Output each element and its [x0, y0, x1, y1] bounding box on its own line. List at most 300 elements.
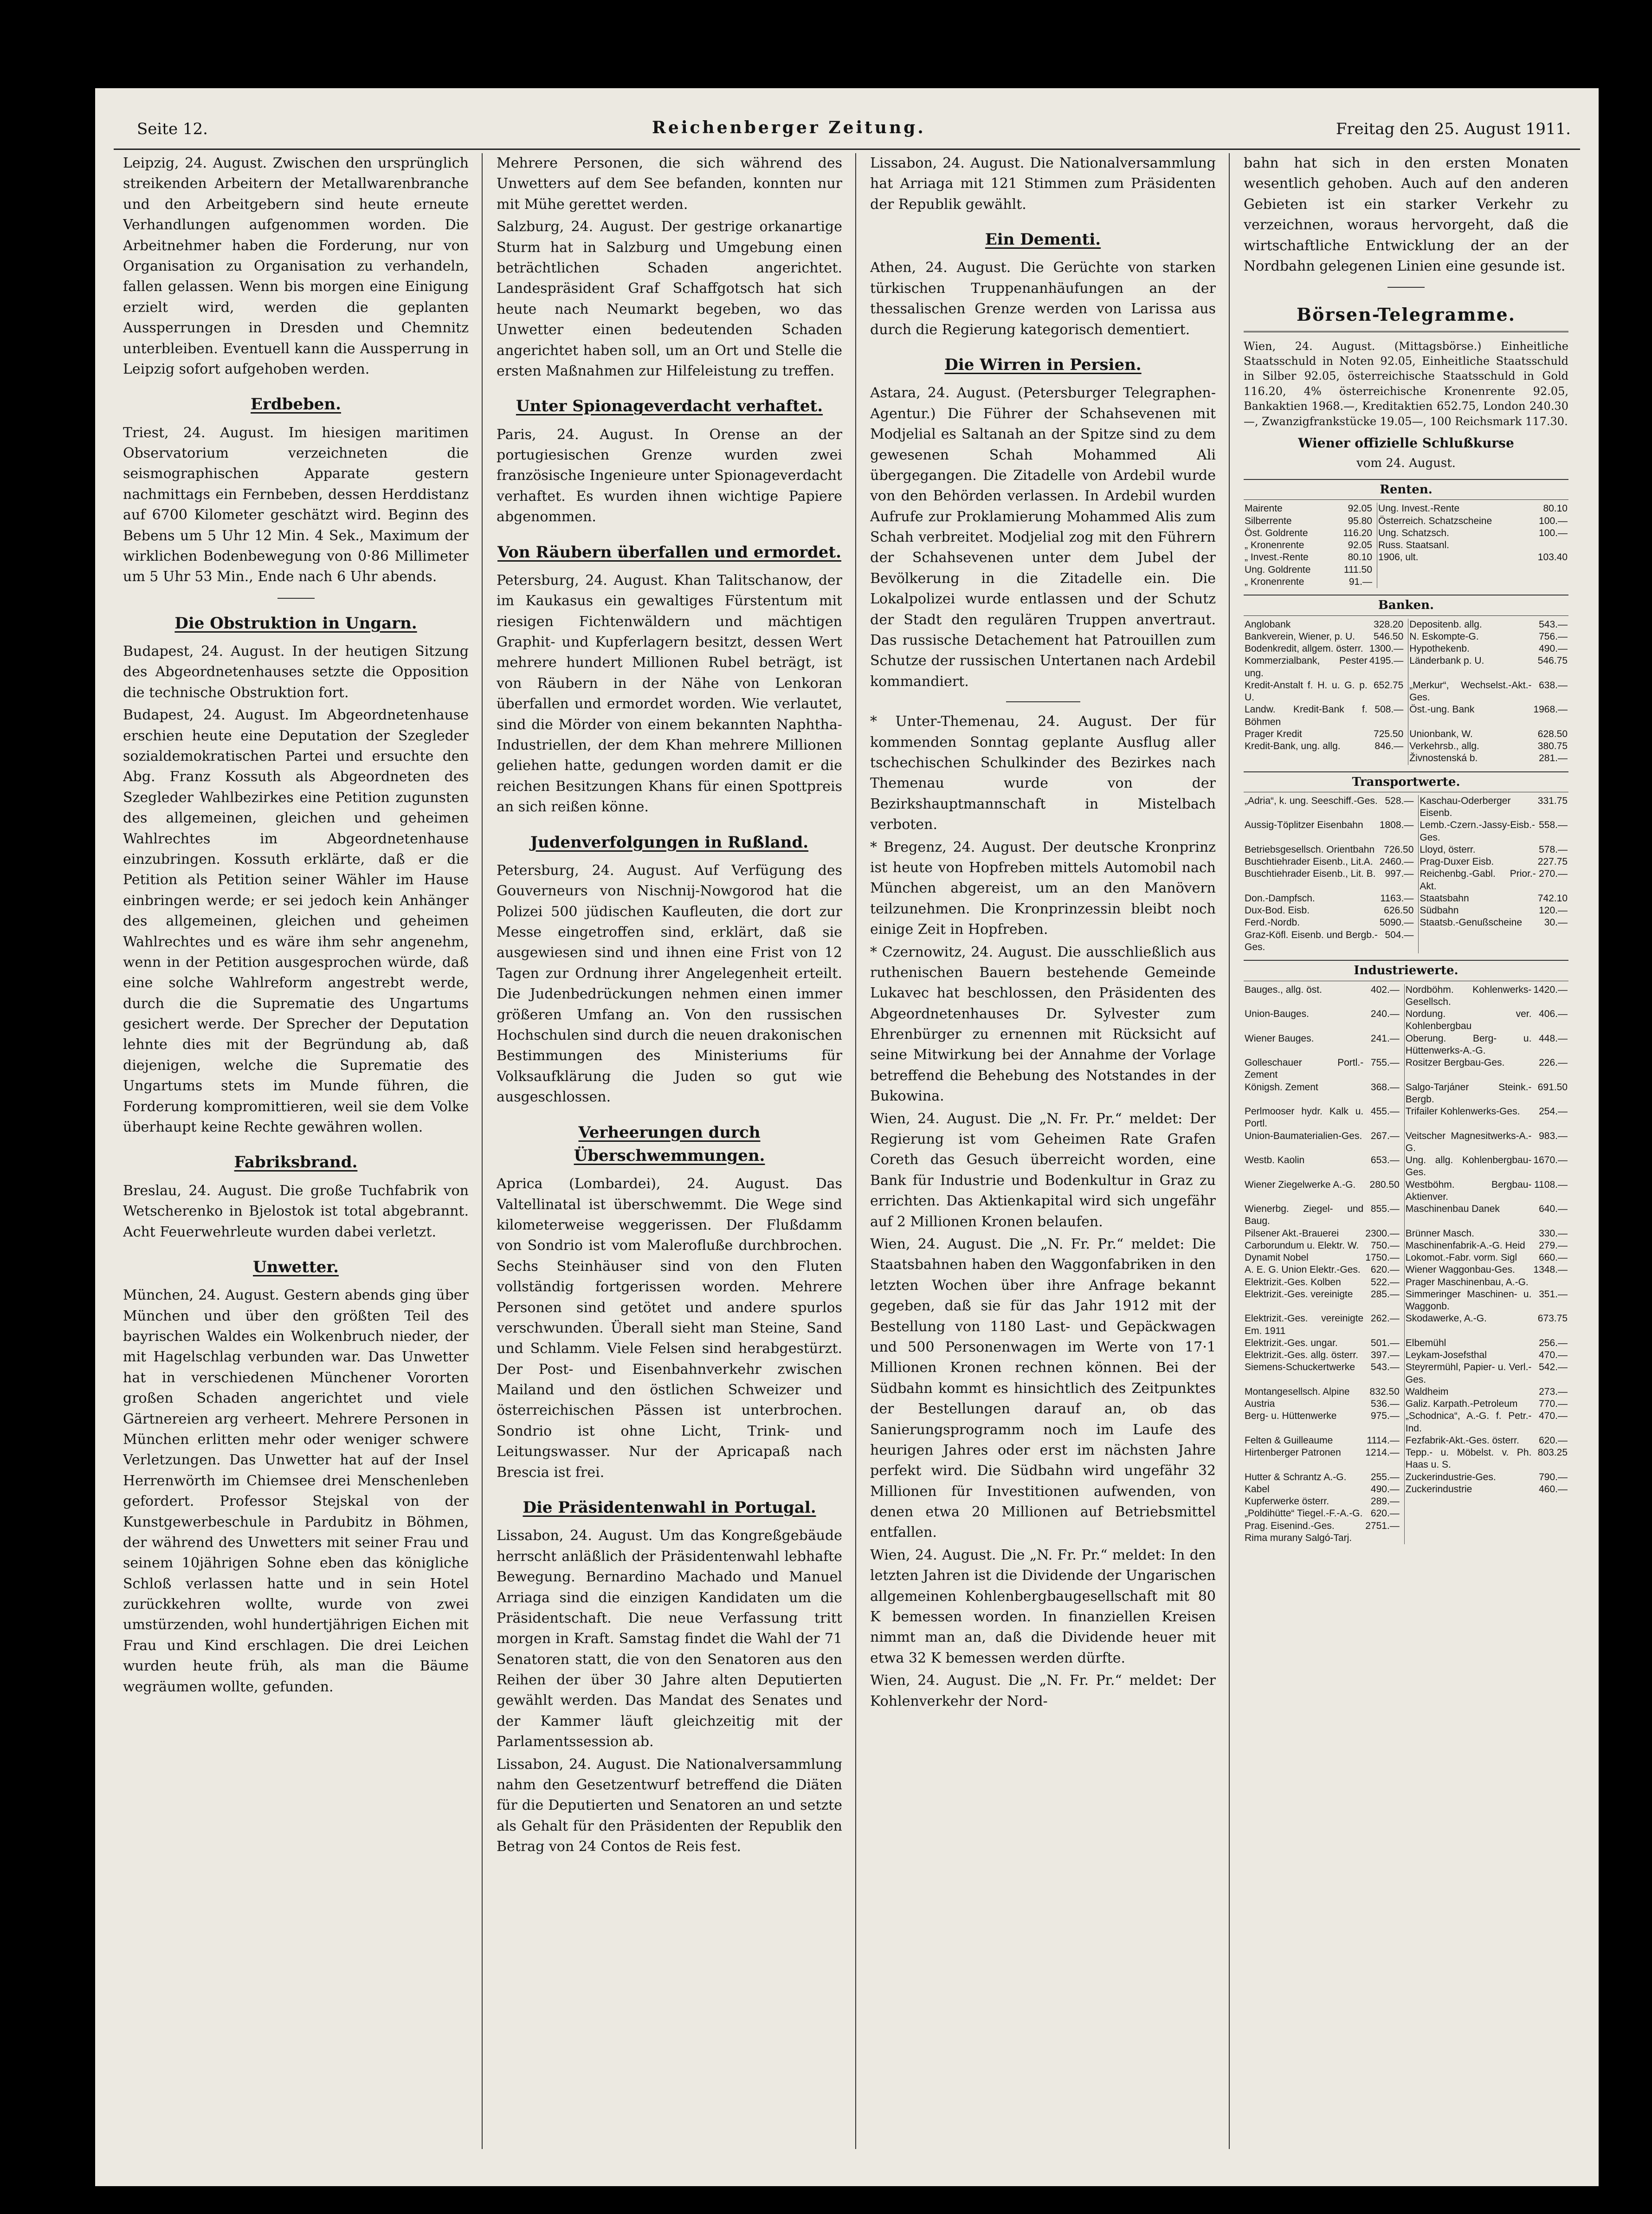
- heading-raeuber: Von Räubern überfallen und ermordet.: [497, 543, 841, 562]
- table-row: [1244, 844, 1568, 856]
- security-value: 660.—: [1539, 1252, 1568, 1263]
- security-name: [1419, 929, 1537, 954]
- security-value: 1750.—: [1364, 1252, 1404, 1264]
- security-name: [1404, 1495, 1532, 1508]
- heading-obstruktion: Die Obstruktion in Ungarn.: [174, 614, 417, 633]
- security-value: [1532, 1508, 1568, 1520]
- table-row: [1244, 1008, 1568, 1033]
- security-name: Wienerbg. Ziegel- und Baug.: [1245, 1204, 1364, 1227]
- table-row: [1244, 1349, 1568, 1361]
- table-row: [1244, 1471, 1568, 1483]
- security-value: 256.—: [1539, 1337, 1568, 1348]
- table-row: [1244, 1483, 1568, 1495]
- table-row: [1244, 929, 1568, 954]
- security-name: Carborundum u. Elektr. W.: [1245, 1240, 1359, 1251]
- security-value: 2460.—: [1379, 856, 1419, 868]
- security-value: 975.—: [1364, 1410, 1404, 1435]
- security-name: Dux-Bod. Eisb.: [1245, 905, 1310, 916]
- article-triest: Triest, 24. August. Im hiesigen maritimen Observatorium verzeichneten die seismographischen Apparate gestern nachmittags ein Fernbeben, dessen Herddistanz auf 6700 Kilometer geschätzt wird. Beginn des Bebens um 5 Uhr 12 Min. 4 Sek., Maximum der wirklichen Bodenbewegung von 0·86 Millimeter um 5 Uhr 53 Min., Ende nach 6 Uhr abends.: [123, 424, 469, 585]
- table-transportwerte: [1244, 795, 1568, 953]
- security-name: „ Kronenrente: [1245, 540, 1304, 551]
- security-name: Königsh. Zement: [1245, 1081, 1318, 1093]
- security-name: Südbahn: [1420, 905, 1459, 916]
- article-lissabon-3: Lissabon, 24. August. Die Nationalversammlung hat Arriaga mit 121 Stimmen zum Präsidenten der Republik gewählt.: [870, 155, 1216, 213]
- article-muenchen: München, 24. August. Gestern abends ging über München und über den größten Teil des bayrischen Waldes ein Wolkenbruch nieder, der mit Hagelschlag verbunden war. Das Unwetter hat in verschiedenen Münchener Vororten großen Schaden angerichtet und viele Gärtnereien arg verheert. Mehrere Personen in München erlitten mehr oder weniger schwere Verletzungen. Das Unwetter hat auf der Insel Herrenwörth im Chiemsee drei Menschenleben gefordert. Professor Stejskal von der Kunstgewerbeschule in Pardubitz in Böhmen, der während des Unwetters mit seiner Frau und seinem 10jährigen Sohne eben das königliche Schloß verlassen hatte und in sein Hotel zurückkehren wollte, wurde von zwei umstürzenden, wohl hundertjährigen Eichen mit Frau und Kind erschlagen. Die drei Leichen wurden heute früh, als man die Bäume wegräumen wollte, gefunden.: [123, 1287, 469, 1695]
- security-name: Graz-Köfl. Eisenb. und Bergb.-Ges.: [1245, 929, 1378, 952]
- security-name: Verkehrsb., allg.: [1409, 741, 1479, 752]
- security-value: 673.75: [1537, 1313, 1568, 1324]
- security-name: Reichenbg.-Gabl. Prior.-Akt.: [1420, 868, 1536, 892]
- security-value: 653.—: [1364, 1154, 1404, 1179]
- security-value: 92.05: [1332, 503, 1377, 515]
- newspaper-page: [95, 88, 1599, 2186]
- security-value: 448.—: [1539, 1033, 1568, 1044]
- security-value: 380.75: [1537, 741, 1568, 752]
- column-1: [123, 153, 469, 2172]
- table-row: [1244, 1033, 1568, 1057]
- security-value: 240.—: [1364, 1008, 1404, 1033]
- security-name: „Schodnica“, A.-G. f. Petr.-Ind.: [1405, 1411, 1532, 1434]
- security-value: 226.—: [1539, 1057, 1568, 1068]
- security-value: 2300.—: [1364, 1228, 1404, 1240]
- security-value: 770.—: [1539, 1398, 1568, 1410]
- security-name: Don.-Dampfsch.: [1245, 893, 1315, 904]
- article-astara: Astara, 24. August. (Petersburger Telegraphen-Agentur.) Die Führer der Schahsevenen mit Modjelial es Saltanah an der Spitze sind zu dem gewesenen Schah Mohammed Ali übergegangen. Die Zitadelle von Ardebil wurde von den Behörden verlassen. In Ardebil wurden Aufrufe zur Proklamierung Mohammed Alis zum Schah verbreitet. Modjelial zog mit den Führern der Schahsevenen unter dem Jubel der Bevölkerung in die Zitadelle ein. Die Lokalpolizei wurde entlassen und der Schutz der Stadt den regulären Truppen anvertraut. Das russische Detachement hat Patrouillen zum Schutze der russischen Untertanen nach Ardebil kommandiert.: [870, 385, 1216, 690]
- table-row: [1244, 539, 1568, 551]
- security-value: 80.10: [1332, 551, 1377, 563]
- heading-praesidentenwahl: Die Präsidentenwahl in Portugal.: [523, 1498, 816, 1517]
- article-aprica: Aprica (Lombardei), 24. August. Das Valtellinatal ist überschwemmt. Die Wege sind kilometerweise weggerissen. Der Flußdamm von Sondrio ist vom Malerofluße durchbrochen. Sechs Steinhäuser sind von den Fluten vollständig fortgerissen worden. Mehrere Personen sind getötet und andere spurlos verschwunden. Überall sieht man Steine, Sand und Schlamm. Viele Felsen sind herabgestürzt. Der Post- und Eisenbahnverkehr zwischen Mailand und den östlichen Schweizer und österreichischen Pässen ist unterbrochen. Sondrio ist ohne Licht, Trink- und Leitungswasser. Nur der Apricapaß nach Brescia ist frei.: [497, 1176, 842, 1481]
- security-name: „Poldihütte“ Tiegel.-F.-A.-G.: [1245, 1508, 1363, 1519]
- security-value: 528.—: [1379, 795, 1419, 820]
- security-value: 1163.—: [1379, 893, 1419, 905]
- table-row: [1244, 704, 1568, 728]
- security-name: Ung. Goldrente: [1245, 564, 1311, 575]
- table-row: [1244, 1313, 1568, 1337]
- security-value: 111.50: [1332, 564, 1377, 576]
- table-row: [1244, 1264, 1568, 1276]
- table-row: [1244, 619, 1568, 631]
- table-row: [1244, 1520, 1568, 1532]
- security-value: 273.—: [1539, 1386, 1568, 1397]
- security-name: Mairente: [1245, 503, 1283, 514]
- security-value: 368.—: [1364, 1081, 1404, 1106]
- security-value: 92.05: [1332, 539, 1377, 551]
- security-value: 640.—: [1539, 1204, 1568, 1215]
- security-name: Betriebsgesellsch. Orientbahn: [1245, 844, 1375, 855]
- security-name: Staatsb.-Genußscheine: [1420, 917, 1522, 928]
- separator: [277, 598, 315, 599]
- table-row: [1244, 1508, 1568, 1520]
- security-name: Prag-Duxer Eisb.: [1420, 856, 1494, 867]
- table-row: [1244, 868, 1568, 893]
- security-name: Dynamit Nobel: [1245, 1252, 1309, 1263]
- security-name: Brünner Masch.: [1405, 1228, 1475, 1239]
- security-name: Salgo-Tarjáner Steink.-Bergb.: [1405, 1081, 1532, 1105]
- article-budapest-1: Budapest, 24. August. In der heutigen Sitzung des Abgeordnetenhauses setzte die Opposition die technische Obstruktion fort.: [123, 643, 469, 701]
- security-value: 331.75: [1537, 795, 1568, 806]
- heading-renten: Renten.: [1244, 479, 1568, 500]
- security-value: 1670.—: [1533, 1155, 1568, 1166]
- table-row: [1244, 905, 1568, 917]
- security-name: Landw. Kredit-Bank f. Böhmen: [1245, 704, 1368, 727]
- table-row: [1244, 893, 1568, 905]
- security-value: 351.—: [1539, 1288, 1568, 1300]
- security-value: 490.—: [1539, 643, 1568, 654]
- security-name: [1404, 1532, 1532, 1544]
- security-name: Bodenkredit, allgem. österr.: [1245, 643, 1363, 654]
- article-lissabon-2: Lissabon, 24. August. Die Nationalversammlung nahm den Gesetzentwurf betreffend die Diäten für die Deputierten und Senatoren an und setzte als Gehalt für den Präsidenten der Republik den Betrag von 24 Contos de Reis fest.: [497, 1756, 842, 1855]
- security-name: Golleschauer Portl.-Zement: [1245, 1057, 1364, 1081]
- heading-erdbeben: Erdbeben.: [251, 395, 341, 414]
- security-value: 470.—: [1539, 1350, 1568, 1361]
- table-row: [1244, 643, 1568, 655]
- table-row: [1244, 1203, 1568, 1228]
- table-row: [1244, 752, 1568, 764]
- security-name: Prag. Eisenind.-Ges.: [1245, 1520, 1335, 1531]
- security-value: 280.50: [1364, 1179, 1404, 1204]
- column-2: [497, 153, 842, 2172]
- security-name: Trifailer Kohlenwerks-Ges.: [1405, 1106, 1520, 1117]
- security-value: 620.—: [1539, 1435, 1568, 1446]
- security-value: 558.—: [1539, 820, 1568, 831]
- security-value: 279.—: [1539, 1240, 1568, 1251]
- separator: [1387, 287, 1425, 288]
- table-row: [1244, 631, 1568, 643]
- heading-spionage: Unter Spionageverdacht verhaftet.: [516, 397, 823, 416]
- security-name: Pilsener Akt.-Brauerei: [1245, 1228, 1339, 1239]
- article-wien-boerse: Wien, 24. August. (Mittagsbörse.) Einheitliche Staatsschuld in Noten 92.05, Einheitliche Staatsschuld in Silber 92.05, österreichische Staatsschuld in Gold 116.20, 4% österreichische Kronenrente 92.05, Bankaktien 1968.—, Kreditaktien 652.75, London 240.30—, Zwanzigfrankstücke 19.05—, 100 Reichsmark 117.30.: [1244, 339, 1568, 428]
- article-petersburg-2: Petersburg, 24. August. Auf Verfügung des Gouverneurs von Nischnij-Nowgorod hat die Polizei 500 jüdischen Kaufleuten, die dort zur Messe eingetroffen sind, erklärt, daß sie ausgewiesen sind und ihnen eine Frist von 12 Tagen zur Ordnung ihrer Angelegenheit erteilt. Die Judenbedrückungen nehmen einen immer größeren Umfang an. Von den russischen Hochschulen sind durch die neuen drakonischen Bestimmungen des Ministeriums für Volksaufklärung die Juden so gut wie ausgeschlossen.: [497, 862, 842, 1106]
- security-value: 536.—: [1364, 1398, 1404, 1410]
- article-budapest-2: Budapest, 24. August. Im Abgeordnetenhause erschien heute eine Deputation der Szegleder sozialdemokratischen Partei und ersuchte den Abg. Franz Kossuth als Abgeordneten des Szegleder Wahlbezirkes eine Petition zugunsten des allgemeinen, gleichen und geheimen Wahlrechtes im Abgeordnetenhause einzubringen. Kossuth erklärte, daß er die Petition als Petition seiner Wähler im Hause einbringen werde; er sei jedoch kein Anhänger des allgemeinen, gleichen und geheimen Wahlrechtes und es wäre ihm sehr angenehm, wenn in der Petition ausgesprochen würde, daß eine solche Wahlreform angestrebt werde, durch die die Suprematie des Ungartums gesichert werde. Der Sprecher der Deputation lehnte dies mit der Begründung ab, daß diejenigen, welche die Suprematie des Ungartums stets im Munde führen, die Forderung kompromittieren, weil sie dem Volke überhaupt keine Rechte gewähren wollen.: [123, 707, 469, 1136]
- security-name: Bankverein, Wiener, p. U.: [1245, 631, 1355, 642]
- security-value: 490.—: [1364, 1483, 1404, 1495]
- security-name: Anglobank: [1245, 619, 1291, 630]
- security-value: 855.—: [1364, 1203, 1404, 1228]
- security-name: Wiener Ziegelwerke A.-G.: [1245, 1179, 1356, 1190]
- security-value: [1527, 564, 1568, 576]
- security-name: Buschtiehrader Eisenb., Lit. B.: [1245, 868, 1376, 880]
- article-wien-4: Wien, 24. August. Die „N. Fr. Pr.“ meldet: Der Kohlenverkehr der Nord-: [870, 1672, 1216, 1709]
- security-name: N. Eskompte-G.: [1409, 631, 1479, 642]
- security-value: 691.50: [1537, 1081, 1568, 1093]
- security-value: 742.10: [1537, 893, 1568, 904]
- security-name: Galiz. Karpath.-Petroleum: [1405, 1398, 1518, 1410]
- separator: [1006, 701, 1080, 702]
- security-value: [1368, 752, 1408, 764]
- security-value: 455.—: [1364, 1106, 1404, 1130]
- security-name: Maschinenbau Danek: [1405, 1204, 1500, 1215]
- table-row: [1244, 503, 1568, 515]
- security-name: Kredit-Anstalt f. H. u. G. p. U.: [1245, 680, 1368, 703]
- security-name: Rima murany Salgó-Tarj.: [1245, 1532, 1352, 1543]
- security-name: Österreich. Schatzscheine: [1378, 515, 1492, 526]
- heading-fabriksbrand: Fabriksbrand.: [234, 1153, 358, 1172]
- table-row: [1244, 1276, 1568, 1288]
- article-bregenz: * Bregenz, 24. August. Der deutsche Kronprinz ist heute von Hopfreben mittels Automobil nach München abgereist, um an den Manövern teilzunehmen. Die Kronprinzessin bleibt noch einige Zeit in Hopfreben.: [870, 839, 1216, 938]
- table-row: [1244, 576, 1568, 588]
- security-name: Aussig-Töplitzer Eisenbahn: [1245, 820, 1363, 831]
- table-row: [1244, 564, 1568, 576]
- security-value: 4195.—: [1368, 655, 1408, 680]
- security-value: 120.—: [1539, 905, 1568, 916]
- security-name: Lemb.-Czern.-Jassy-Eisb.-Ges.: [1420, 820, 1535, 843]
- table-row: [1244, 1361, 1568, 1386]
- security-name: Union-Baumaterialien-Ges.: [1245, 1130, 1362, 1141]
- security-name: Veitscher Magnesitwerks-A.-G.: [1405, 1130, 1532, 1153]
- security-value: 1300.—: [1368, 643, 1408, 655]
- security-value: 1808.—: [1379, 819, 1419, 844]
- security-value: [1532, 1495, 1568, 1508]
- security-name: Berg- u. Hüttenwerke: [1245, 1411, 1337, 1422]
- security-value: [1527, 539, 1568, 551]
- security-value: 100.—: [1539, 515, 1568, 526]
- newspaper-title: Reichenberger Zeitung.: [652, 118, 926, 137]
- security-value: 255.—: [1364, 1471, 1404, 1483]
- security-value: 750.—: [1364, 1240, 1404, 1252]
- security-value: 546.50: [1368, 631, 1408, 643]
- column-3: [870, 153, 1216, 2172]
- heading-dementi: Ein Dementi.: [985, 230, 1101, 249]
- table-renten: [1244, 503, 1568, 588]
- security-name: Ung. Invest.-Rente: [1378, 503, 1460, 514]
- security-name: Wiener Bauges.: [1245, 1033, 1314, 1044]
- table-row: [1244, 856, 1568, 868]
- security-value: 30.—: [1544, 917, 1568, 928]
- security-name: Živnostenská b.: [1409, 753, 1478, 764]
- article-paris: Paris, 24. August. In Orense an der portugiesischen Grenze wurden zwei französische Ingenieure unter Spionageverdacht verhaftet. Es wurden ihnen wichtige Papiere abgenommen.: [497, 426, 842, 525]
- security-value: 330.—: [1539, 1228, 1568, 1239]
- security-name: Prager Maschinenbau, A.-G.: [1405, 1276, 1529, 1288]
- security-name: Elbemühl: [1405, 1337, 1446, 1348]
- table-row: [1244, 1154, 1568, 1179]
- security-name: [1377, 576, 1528, 588]
- security-value: 267.—: [1364, 1130, 1404, 1155]
- security-name: Perlmooser hydr. Kalk u. Portl.: [1245, 1106, 1364, 1129]
- security-name: Union-Bauges.: [1245, 1009, 1309, 1020]
- heading-industriewerte: Industriewerte.: [1244, 960, 1568, 981]
- heading-schlusskurse: Wiener offizielle Schlußkurse: [1298, 435, 1514, 451]
- security-value: 501.—: [1364, 1337, 1404, 1349]
- security-name: Kredit-Bank, ung. allg.: [1245, 741, 1341, 752]
- table-row: [1244, 655, 1568, 680]
- security-name: Oberung. Berg- u. Hüttenwerks-A.-G.: [1405, 1033, 1532, 1056]
- article-muenchen-cont: Mehrere Personen, die sich während des Unwetters auf dem See befanden, konnten nur mit Mühe gerettet werden.: [497, 155, 842, 213]
- article-nordbahn-cont: bahn hat sich in den ersten Monaten wesentlich gehoben. Auch auf den anderen Gebieten ist ein starker Verkehr zu verzeichnen, woraus hervorgeht, daß die wirtschaftliche Entwicklung der an der Nordbahn gelegenen Linien eine gesunde ist.: [1244, 155, 1568, 274]
- security-name: Hirtenberger Patronen: [1245, 1447, 1341, 1458]
- security-value: 543.—: [1539, 619, 1568, 630]
- table-row: [1244, 1106, 1568, 1130]
- security-name: Ung. allg. Kohlenbergbau-Ges.: [1405, 1155, 1532, 1178]
- security-name: Waldheim: [1405, 1386, 1449, 1397]
- column-rule: [1229, 153, 1230, 2149]
- table-row: [1244, 1288, 1568, 1313]
- article-wien-3: Wien, 24. August. Die „N. Fr. Pr.“ meldet: In den letzten Jahren ist die Dividende der Ungarischen allgemeinen Kohlenbergbaugesellschaft mit 80 K bemessen worden. In finanziellen Kreisen nimmt man an, daß die Dividende heuer mit etwa 32 K bemessen werden dürfte.: [870, 1547, 1216, 1666]
- column-rule: [482, 153, 483, 2149]
- article-athen: Athen, 24. August. Die Gerüchte von starken türkischen Truppenanhäufungen an der thessalischen Grenze werden von Larissa aus durch die Regierung kategorisch dementiert.: [870, 259, 1216, 338]
- security-value: 846.—: [1368, 740, 1408, 752]
- security-name: [1244, 752, 1368, 764]
- security-name: Kupferwerke österr.: [1245, 1496, 1329, 1507]
- security-value: 5090.—: [1379, 917, 1419, 929]
- security-value: 803.25: [1537, 1447, 1568, 1458]
- security-value: 285.—: [1364, 1288, 1404, 1313]
- security-name: Steyrermühl, Papier- u. Verl.-Ges.: [1405, 1362, 1532, 1385]
- security-value: 406.—: [1539, 1009, 1568, 1020]
- security-value: 1214.—: [1364, 1447, 1404, 1471]
- security-name: Rositzer Bergbau-Ges.: [1405, 1057, 1505, 1068]
- security-name: Maschinenfabrik-A.-G. Heid: [1405, 1240, 1525, 1251]
- heading-transportwerte: Transportwerte.: [1244, 771, 1568, 792]
- table-row: [1244, 515, 1568, 527]
- table-row: [1244, 1532, 1568, 1544]
- security-name: Kaschau-Oderberger Eisenb.: [1420, 795, 1511, 819]
- security-name: Tepp.- u. Möbelst. v. Ph. Haas u. S.: [1405, 1447, 1532, 1470]
- article-breslau: Breslau, 24. August. Die große Tuchfabrik von Wetscherenko in Bjelostok ist total abgebrannt. Acht Feuerwehrleute wurden dabei verletzt.: [123, 1182, 469, 1240]
- table-row: [1244, 1228, 1568, 1240]
- security-name: Elektrizit.-Ges. Kolben: [1245, 1276, 1341, 1288]
- page-number: Seite 12.: [137, 120, 208, 138]
- security-name: Staatsbahn: [1420, 893, 1469, 904]
- security-name: 1906, ult.: [1378, 552, 1419, 563]
- security-value: [1537, 929, 1568, 954]
- security-name: Nordung. ver. Kohlenbergbau: [1405, 1009, 1532, 1032]
- security-name: Buschtiehrader Eisenb., Lit.A.: [1245, 856, 1373, 867]
- table-row: [1244, 1252, 1568, 1264]
- security-value: 638.—: [1539, 680, 1568, 691]
- security-name: [1404, 1508, 1532, 1520]
- security-value: 289.—: [1364, 1495, 1404, 1508]
- table-row: [1244, 1398, 1568, 1410]
- heading-verheerungen: Verheerungen durch Überschwemmungen.: [574, 1123, 765, 1165]
- heading-boersen-telegramme: Börsen-Telegramme.: [1244, 302, 1568, 332]
- security-name: Lokomot.-Fabr. vorm. Sigl: [1405, 1252, 1517, 1263]
- security-name: Hutter & Schrantz A.-G.: [1245, 1471, 1347, 1482]
- security-value: 508.—: [1368, 704, 1408, 728]
- table-row: [1244, 1495, 1568, 1508]
- security-name: Depositenb. allg.: [1409, 619, 1482, 630]
- security-value: [1364, 1532, 1404, 1544]
- security-value: 997.—: [1379, 868, 1419, 893]
- table-row: [1244, 1410, 1568, 1435]
- security-name: Elektrizit.-Ges. allg. österr.: [1245, 1350, 1359, 1361]
- table-row: [1244, 680, 1568, 704]
- security-value: 91.—: [1332, 576, 1377, 588]
- heading-banken: Banken.: [1244, 595, 1568, 615]
- table-row: [1244, 917, 1568, 929]
- issue-date: Freitag den 25. August 1911.: [1336, 120, 1571, 138]
- security-name: Kommerzialbank, Pester ung.: [1245, 655, 1368, 679]
- article-petersburg: Petersburg, 24. August. Khan Talitschanow, der im Kaukasus ein gewaltiges Fürstentum mit riesigen Fichtenwäldern und mächtigen Graphit- und Kupferlagern besitzt, dessen Wert mehrere hundert Millionen Rubel beträgt, ist von Räubern in der Nähe von Lenkoran überfallen und ermordet worden. Wie verlautet, sind die Mörder von einem bekannten Naphtha-Industriellen, der dem Khan mehrere Millionen geliehen hatte, gedungen worden damit er die reichen Besitzungen Khans für einen Spottpreis an sich reißen könne.: [497, 572, 842, 816]
- table-row: [1244, 1435, 1568, 1447]
- security-name: Bauges., allg. öst.: [1245, 984, 1322, 995]
- security-value: 116.20: [1332, 527, 1377, 539]
- table-row: [1244, 1337, 1568, 1349]
- security-name: „Adria“, k. ung. Seeschiff.-Ges.: [1245, 795, 1378, 806]
- security-name: Siemens-Schuckertwerke: [1245, 1362, 1355, 1373]
- security-value: 620.—: [1364, 1508, 1404, 1520]
- article-wien-2: Wien, 24. August. Die „N. Fr. Pr.“ meldet: Die Staatsbahnen haben den Waggonfabriken in den letzten Wochen über ihre Anfrage bekannt gegeben, daß sie für das Jahr 1912 mit der Bestellung von 1180 Last- und Gepäckwagen und 500 Personenwagen im Werte von 17·1 Millionen Kronen rechnen können. Bei der Südbahn kommt es hinsichtlich des Zeitpunktes der Bestellungen darauf an, ob das Sanierungsprogramm noch im Laufe des heurigen Jahres oder erst im nächsten Jahre perfekt wird. Die Südbahn wird ungefähr 32 Millionen für Investitionen aufwenden, von denen etwa 20 Millionen auf Betriebsmittel entfallen.: [870, 1236, 1216, 1541]
- security-value: 626.50: [1379, 905, 1419, 917]
- security-name: Simmeringer Maschinen- u. Waggonb.: [1405, 1288, 1532, 1312]
- security-value: 103.40: [1537, 552, 1568, 563]
- security-name: „Merkur“, Wechselst.-Akt.-Ges.: [1409, 680, 1532, 703]
- security-value: 504.—: [1379, 929, 1419, 954]
- security-value: 543.—: [1364, 1361, 1404, 1386]
- security-name: Prager Kredit: [1245, 728, 1302, 739]
- security-value: 227.75: [1537, 856, 1568, 867]
- security-name: [1377, 564, 1528, 576]
- column-rule: [855, 153, 856, 2149]
- security-value: 755.—: [1364, 1057, 1404, 1081]
- table-banken: [1244, 619, 1568, 765]
- table-row: [1244, 740, 1568, 752]
- table-row: [1244, 728, 1568, 740]
- table-row: [1244, 1130, 1568, 1155]
- security-value: 832.50: [1364, 1386, 1404, 1398]
- security-name: Zuckerindustrie: [1405, 1483, 1472, 1495]
- article-czernowitz: * Czernowitz, 24. August. Die ausschließlich aus ruthenischen Bauern bestehende Gemeinde Lukavec hat beschlossen, den Präsidenten des Abgeordnetenhauses Dr. Sylvester zum Ehrenbürger zu ernennen mit Rücksicht auf seine Mitwirkung bei der Annahme der Vorlage betreffend die Behebung des Notstandes in der Bukowina.: [870, 944, 1216, 1105]
- security-name: Hypothekenb.: [1409, 643, 1470, 654]
- security-value: 756.—: [1539, 631, 1568, 642]
- table-row: [1244, 527, 1568, 539]
- heading-persien: Die Wirren in Persien.: [944, 356, 1142, 375]
- security-value: 1420.—: [1533, 984, 1568, 995]
- security-value: 95.80: [1332, 515, 1377, 527]
- security-value: 652.75: [1368, 680, 1408, 704]
- security-name: Fezfabrik-Akt.-Ges. österr.: [1405, 1435, 1519, 1446]
- security-name: Ferd.-Nordb.: [1245, 917, 1300, 928]
- schlusskurse-date: vom 24. August.: [1356, 456, 1456, 471]
- table-row: [1244, 1447, 1568, 1471]
- security-value: [1532, 1520, 1568, 1532]
- security-value: 281.—: [1539, 753, 1568, 764]
- security-name: Silberrente: [1245, 515, 1292, 526]
- security-value: 80.10: [1543, 503, 1568, 514]
- security-name: „ Invest.-Rente: [1245, 552, 1309, 563]
- security-name: Öst. Goldrente: [1245, 527, 1308, 538]
- table-row: [1244, 1081, 1568, 1106]
- security-name: Zuckerindustrie-Ges.: [1405, 1471, 1496, 1482]
- security-value: 100.—: [1539, 527, 1568, 538]
- column-4: [1244, 153, 1568, 2172]
- security-value: 460.—: [1539, 1483, 1568, 1495]
- security-value: 254.—: [1539, 1106, 1568, 1117]
- security-value: 790.—: [1539, 1471, 1568, 1482]
- security-value: 397.—: [1364, 1349, 1404, 1361]
- security-value: 1968.—: [1533, 704, 1568, 715]
- security-name: Russ. Staatsanl.: [1378, 540, 1449, 551]
- security-value: 241.—: [1364, 1033, 1404, 1057]
- security-name: Nordböhm. Kohlenwerks-Gesellsch.: [1405, 984, 1532, 1007]
- security-name: Ung. Schatzsch.: [1378, 527, 1449, 538]
- table-row: [1244, 819, 1568, 844]
- security-value: 1114.—: [1364, 1435, 1404, 1447]
- heading-unwetter: Unwetter.: [253, 1257, 339, 1276]
- security-value: 546.75: [1537, 655, 1568, 667]
- security-value: 628.50: [1537, 728, 1568, 739]
- security-name: A. E. G. Union Elektr.-Ges.: [1245, 1264, 1361, 1275]
- security-name: Elektrizit.-Ges. ungar.: [1245, 1337, 1338, 1348]
- security-name: [1404, 1520, 1532, 1532]
- security-name: Leykam-Josefsthal: [1405, 1350, 1487, 1361]
- table-industriewerte: [1244, 984, 1568, 1545]
- article-salzburg: Salzburg, 24. August. Der gestrige orkanartige Sturm hat in Salzburg und Umgebung einen beträchtlichen Schaden angerichtet. Landespräsident Graf Schaffgotsch hat sich heute nach Neumarkt begeben, wo das Unwetter einen bedeutenden Schaden angerichtet haben soll, um an Ort und Stelle die ersten Maßnahmen zur Hilfeleistung zu treffen.: [497, 219, 842, 379]
- security-value: [1532, 1532, 1568, 1544]
- security-value: 2751.—: [1364, 1520, 1404, 1532]
- security-value: 620.—: [1364, 1264, 1404, 1276]
